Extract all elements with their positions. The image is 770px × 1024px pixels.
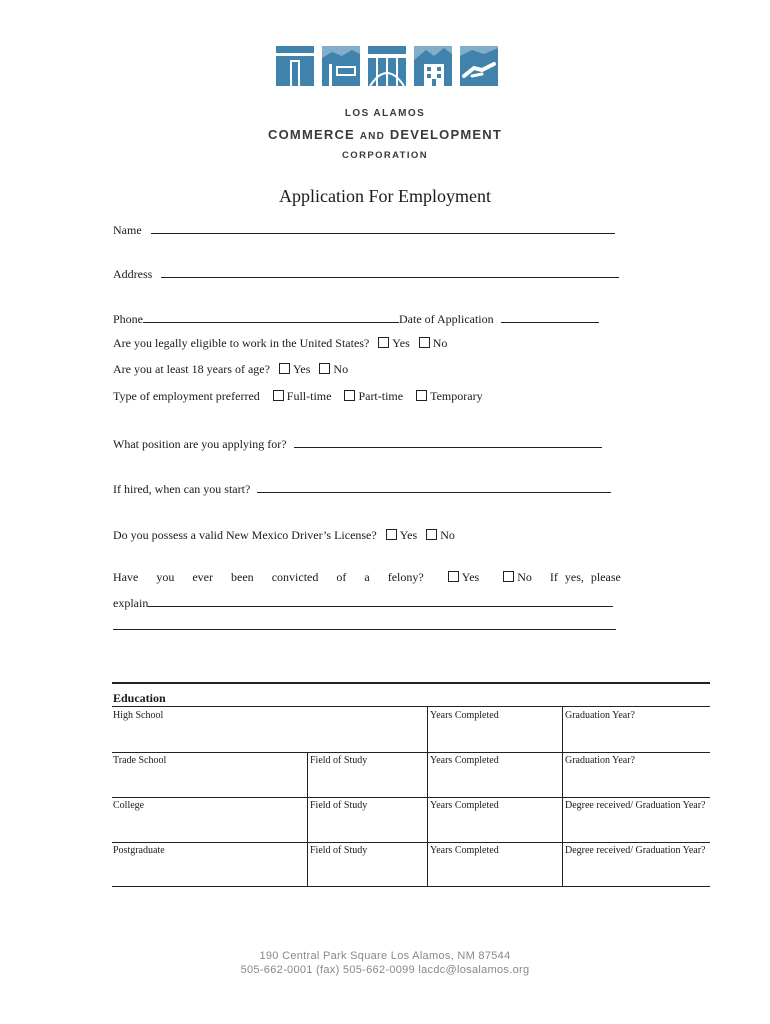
age-question: Are you at least 18 years of age? xyxy=(113,362,270,376)
table-col-divider xyxy=(427,706,428,886)
date-label: Date of Application xyxy=(399,312,494,326)
name-field[interactable] xyxy=(151,222,615,234)
eligible-no-label: No xyxy=(432,336,448,350)
felony-word: a xyxy=(364,570,370,584)
trade-school-grad-label: Graduation Year? xyxy=(565,755,635,766)
logo-panel-building-icon xyxy=(414,46,452,86)
table-row-rule xyxy=(112,842,710,843)
date-field[interactable] xyxy=(501,311,599,323)
trade-school-years-label: Years Completed xyxy=(430,755,499,766)
explain-field[interactable] xyxy=(148,595,613,607)
name-label: Name xyxy=(113,223,142,237)
table-col-divider xyxy=(562,706,563,886)
trade-school-label: Trade School xyxy=(113,755,167,766)
org-word-development: DEVELOPMENT xyxy=(389,127,502,142)
felony-no-label: No xyxy=(517,570,532,584)
felony-word: of xyxy=(336,570,347,584)
org-name-line1: LOS ALAMOS xyxy=(344,108,426,119)
felony-word: ever xyxy=(192,570,214,584)
table-row-rule xyxy=(112,752,710,753)
logo-panel-bridge-icon xyxy=(368,46,406,86)
logo-panel-handshake-icon xyxy=(460,46,498,86)
postgraduate-label: Postgraduate xyxy=(113,845,165,856)
full-time-label: Full-time xyxy=(286,389,332,403)
eligible-yes-checkbox[interactable] xyxy=(378,337,389,348)
license-no-label: No xyxy=(440,528,455,542)
table-row-rule xyxy=(112,797,710,798)
address-label: Address xyxy=(113,267,153,281)
felony-word: Have xyxy=(113,570,139,584)
name-row xyxy=(113,222,615,238)
felony-if-yes: If yes, please xyxy=(549,570,621,584)
phone-row xyxy=(113,311,599,327)
college-field-label: Field of Study xyxy=(310,800,368,811)
org-name-line2 xyxy=(230,127,540,142)
license-question: Do you possess a valid New Mexico Driver’s License? xyxy=(113,528,377,542)
org-word-commerce: COMMERCE xyxy=(268,127,355,142)
age-yes-label: Yes xyxy=(292,362,311,376)
felony-word: been xyxy=(231,570,254,584)
license-row xyxy=(113,528,455,543)
table-row-rule xyxy=(112,886,710,887)
high-school-years-label: Years Completed xyxy=(430,710,499,721)
explain-row xyxy=(113,595,613,611)
felony-yes-checkbox[interactable] xyxy=(448,571,459,582)
felony-row xyxy=(113,570,621,585)
address-row xyxy=(113,266,619,282)
start-question: If hired, when can you start? xyxy=(113,482,251,496)
org-word-and: AND xyxy=(359,131,385,142)
felony-word: you xyxy=(156,570,175,584)
footer-address: 190 Central Park Square Los Alamos, NM 87544 xyxy=(259,950,511,962)
college-label: College xyxy=(113,800,145,811)
eligible-question: Are you legally eligible to work in the United States? xyxy=(113,336,370,350)
part-time-label: Part-time xyxy=(358,389,404,403)
logo-panel-doorway-icon xyxy=(276,46,314,86)
age-row xyxy=(113,362,348,377)
postgraduate-degree-label: Degree received/ Graduation Year? xyxy=(565,845,706,856)
position-question: What position are you applying for? xyxy=(113,437,287,451)
high-school-label: High School xyxy=(113,710,164,721)
education-top-rule xyxy=(112,682,710,684)
eligible-yes-label: Yes xyxy=(392,336,410,350)
explain-label: explain xyxy=(113,596,149,610)
start-field[interactable] xyxy=(257,481,611,493)
logo-panel-mesa-icon xyxy=(322,46,360,86)
employment-type-question: Type of employment preferred xyxy=(113,389,260,403)
eligible-no-checkbox[interactable] xyxy=(419,337,430,348)
lacdc-logo xyxy=(276,46,498,86)
postgraduate-field-label: Field of Study xyxy=(310,845,368,856)
table-col-divider xyxy=(307,752,308,886)
age-no-label: No xyxy=(333,362,349,376)
temporary-checkbox[interactable] xyxy=(416,390,427,401)
start-row xyxy=(113,481,611,497)
felony-yes-label: Yes xyxy=(461,570,480,584)
college-years-label: Years Completed xyxy=(430,800,499,811)
license-yes-checkbox[interactable] xyxy=(386,529,397,540)
age-no-checkbox[interactable] xyxy=(319,363,330,374)
postgraduate-years-label: Years Completed xyxy=(430,845,499,856)
temporary-label: Temporary xyxy=(430,389,483,403)
phone-label: Phone xyxy=(113,312,143,326)
org-name-line3: CORPORATION xyxy=(342,150,428,161)
part-time-checkbox[interactable] xyxy=(344,390,355,401)
license-yes-label: Yes xyxy=(399,528,418,542)
footer-contact: 505-662-0001 (fax) 505-662-0099 lacdc@losalamos.org xyxy=(240,964,530,976)
felony-no-checkbox[interactable] xyxy=(503,571,514,582)
position-field[interactable] xyxy=(294,436,602,448)
position-row xyxy=(113,436,602,452)
felony-word: felony? xyxy=(387,570,424,584)
eligible-row xyxy=(113,336,447,351)
education-header-rule xyxy=(112,706,710,707)
employment-type-row xyxy=(113,389,483,404)
education-title: Education xyxy=(113,691,166,705)
license-no-checkbox[interactable] xyxy=(426,529,437,540)
age-yes-checkbox[interactable] xyxy=(279,363,290,374)
high-school-grad-label: Graduation Year? xyxy=(565,710,635,721)
felony-word: convicted xyxy=(271,570,319,584)
college-degree-label: Degree received/ Graduation Year? xyxy=(565,800,706,811)
explain-field-line2[interactable] xyxy=(113,629,616,630)
full-time-checkbox[interactable] xyxy=(273,390,284,401)
phone-field[interactable] xyxy=(143,311,399,323)
page-title: Application For Employment xyxy=(279,186,491,206)
trade-school-field-label: Field of Study xyxy=(310,755,368,766)
address-field[interactable] xyxy=(161,266,619,278)
